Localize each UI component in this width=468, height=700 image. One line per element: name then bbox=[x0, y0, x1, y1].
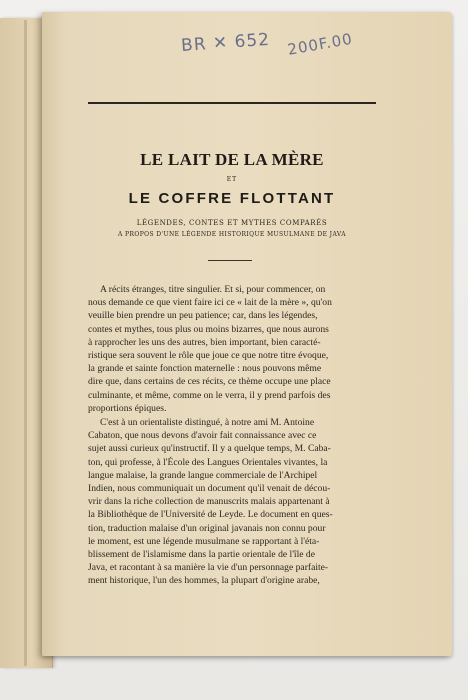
text-line: dire que, dans certains de ces récits, ce thème occupe une place bbox=[88, 376, 331, 388]
text-line: blissement de l'islamisme dans la partie orientale de l'île de bbox=[88, 549, 315, 561]
call-number: BR ✕ 652 bbox=[180, 29, 271, 56]
document-subtitle-2: A PROPOS D'UNE LÉGENDE HISTORIQUE MUSULMANE DE JAVA bbox=[118, 231, 346, 238]
text-line: le moment, est une légende musulmane se rapportant à l'éta- bbox=[88, 535, 320, 547]
text-line: la Bibliothèque de l'Université de Leyde. Le document en ques- bbox=[88, 509, 333, 521]
spine-fold bbox=[24, 20, 27, 666]
document-page bbox=[42, 12, 452, 656]
text-line: tion, traduction malaise d'un original javanais non connu pour bbox=[88, 522, 326, 534]
text-line: vrir dans la riche collection de manuscrits malais appartenant à bbox=[88, 496, 330, 508]
text-line: C'est à un orientaliste distingué, à notre ami M. Antoine bbox=[100, 417, 315, 428]
text-line: A récits étranges, titre singulier. Et si, pour commencer, on bbox=[100, 284, 326, 295]
document-title-2: LE COFFRE FLOTTANT bbox=[128, 190, 336, 207]
document-title: LE LAIT DE LA MÈRE bbox=[140, 150, 324, 169]
header-rule bbox=[88, 102, 376, 104]
document-subtitle: LÉGENDES, CONTES ET MYTHES COMPARÉS bbox=[136, 219, 328, 227]
text-line: sujet aussi curieux qu'instructif. Il y a quelque temps, M. Caba- bbox=[88, 443, 331, 455]
text-line: contes et mythes, tous plus ou moins bizarres, que nous aurons bbox=[88, 323, 329, 335]
text-line: la grande et sainte fonction maternelle : nous pouvons même bbox=[88, 363, 322, 375]
text-line: nous demande ce que vient faire ici ce « lait de la mère », qu'on bbox=[88, 297, 332, 309]
text-line: culminante, et même, comme on le verra, il y prend parfois des bbox=[88, 389, 331, 401]
text-line: ment historique, l'un des hommes, la plupart d'origine arabe, bbox=[88, 575, 320, 587]
text-line: Indien, nous communiquait un document qu'il venait de décou- bbox=[88, 483, 331, 495]
text-line: à rapprocher les uns des autres, bien important, bien caracté- bbox=[88, 336, 321, 348]
text-line: proportions épiques. bbox=[88, 402, 167, 414]
text-line: ton, qui professe, à l'École des Langues Orientales vivantes, la bbox=[88, 456, 328, 468]
text-line: Cabaton, que nous devons d'avoir fait connaissance avec ce bbox=[88, 430, 317, 442]
text-line: Java, et racontant à sa manière la vie d'un personnage parfaite- bbox=[88, 562, 329, 574]
handwritten-price: 200F.00 bbox=[286, 29, 355, 59]
section-divider bbox=[208, 260, 252, 261]
title-conjunction: ET bbox=[226, 176, 238, 183]
paragraph-1 bbox=[88, 283, 378, 415]
text-line: ristique sera souvent le rôle que joue ce que notre titre évoque, bbox=[88, 350, 329, 362]
handwritten-inscription bbox=[180, 24, 355, 59]
page-content bbox=[88, 12, 388, 656]
text-line: veuille bien prendre un peu patience; car, dans les légendes, bbox=[88, 310, 318, 322]
text-line: langue malaise, la grande langue commerciale de l'Archipel bbox=[88, 469, 318, 481]
paragraph-2 bbox=[88, 416, 378, 588]
